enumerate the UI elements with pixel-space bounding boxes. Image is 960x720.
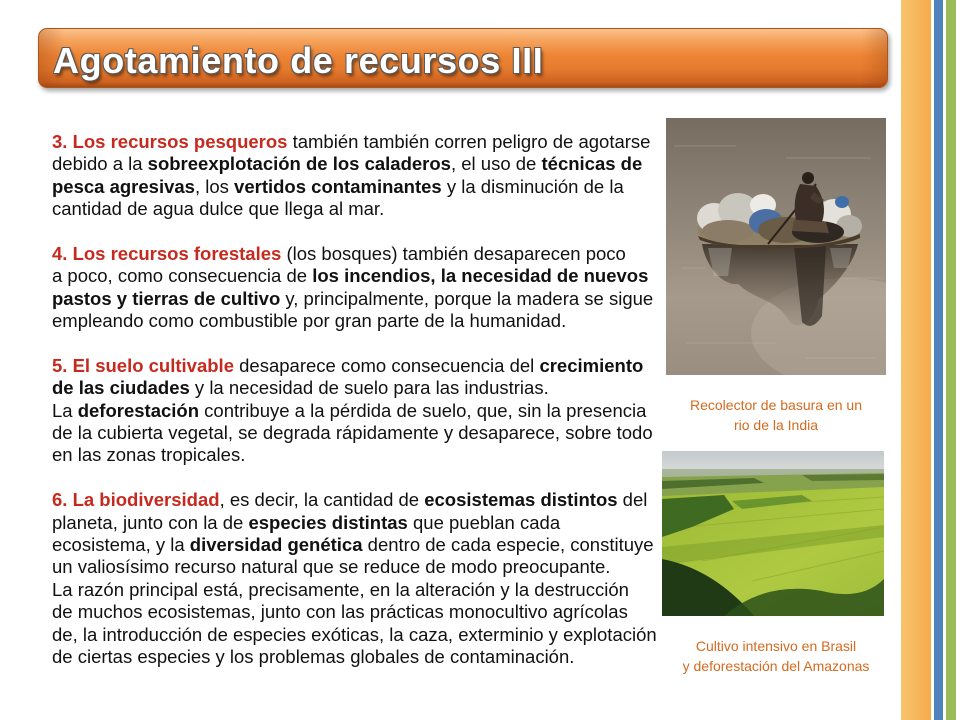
body-text: a poco, como consecuencia de: [52, 265, 313, 287]
body-text: (los bosques) también desaparecen poco: [281, 242, 626, 264]
caption-line: y deforestación del Amazonas: [682, 658, 870, 674]
body-text: contribuye a la pérdida de suelo, que, sin la presencia: [199, 399, 647, 421]
text-line: [52, 310, 664, 332]
body-text: de muchos ecosistemas, junto con las prácticas monocultivo agrícolas: [52, 601, 628, 623]
photo-brazil-farmland: [662, 451, 884, 616]
body-text: y la disminución de la: [441, 175, 624, 197]
section-heading: 3. Los recursos pesqueros: [52, 131, 288, 152]
section-heading: 6. La biodiversidad: [52, 489, 220, 511]
caption-garbage-collector: [671, 395, 881, 435]
key-term: pastos y tierras de cultivo: [52, 287, 281, 309]
text-line: [52, 579, 664, 601]
key-term: los incendios, la necesidad de nuevos: [312, 265, 649, 287]
body-text-block: [52, 131, 664, 691]
body-text: debido a la: [52, 153, 148, 175]
text-line: [52, 512, 664, 534]
body-text: empleando como combustible por gran parte de la humanidad.: [52, 310, 567, 332]
caption-line: Cultivo intensivo en Brasil: [695, 638, 857, 654]
text-line: [52, 444, 664, 466]
body-text: del: [617, 489, 648, 511]
text-line: [52, 265, 664, 287]
key-term: crecimiento: [539, 354, 644, 376]
body-text: de, la introducción de especies exóticas, la caza, exterminio y explotación: [52, 623, 657, 645]
body-text: que pueblan cada: [407, 511, 561, 533]
paragraph-biodiversity: [52, 489, 664, 668]
text-line: [52, 422, 664, 444]
key-term: sobreexplotación de los caladeros: [147, 153, 451, 175]
text-line: [52, 624, 664, 646]
title-bar: [38, 28, 888, 88]
text-line: [52, 489, 664, 511]
body-text: dentro de cada especie, constituye: [362, 534, 654, 556]
body-text: planeta, junto con la de: [52, 511, 249, 533]
body-text: desaparece como consecuencia del: [233, 354, 540, 376]
text-line: [52, 400, 664, 422]
text-line: [52, 198, 664, 220]
slide-title: Agotamiento de recursos III: [53, 40, 544, 81]
body-text: La: [52, 399, 78, 421]
text-line: [52, 243, 664, 265]
section-heading: 4. Los recursos forestales: [52, 242, 282, 264]
body-text: un valiosísimo recurso natural que se reduce de modo preocupante.: [52, 556, 611, 578]
body-text: ecosistema, y la: [52, 534, 190, 556]
key-term: deforestación: [77, 399, 200, 421]
text-line: [52, 556, 664, 578]
body-text: , el uso de: [450, 153, 542, 175]
paragraph-forest-resources: [52, 243, 664, 333]
text-line: [52, 131, 664, 153]
text-line: [52, 176, 664, 198]
text-line: [52, 288, 664, 310]
section-heading: 5. El suelo cultivable: [52, 354, 234, 376]
text-line: [52, 377, 664, 399]
body-text: y la necesidad de suelo para las industrias.: [189, 377, 549, 399]
body-text: La razón principal está, precisamente, en la alteración y la destrucción: [52, 578, 629, 600]
key-term: diversidad genética: [189, 534, 363, 556]
body-text: también también corren peligro de agotarse: [287, 131, 651, 152]
body-text: , los: [194, 175, 235, 197]
text-line: [52, 534, 664, 556]
key-term: de las ciudades: [52, 377, 190, 399]
text-line: [52, 355, 664, 377]
body-text: cantidad de agua dulce que llega al mar.: [52, 198, 385, 220]
caption-brazil-farmland: [671, 636, 881, 676]
decorative-stripe-blue: [934, 0, 943, 720]
photo-garbage-collector-boat: [666, 118, 886, 375]
caption-line: rio de la India: [733, 417, 819, 433]
caption-line: Recolector de basura en un: [690, 397, 862, 413]
body-text: de ciertas especies y los problemas globales de contaminación.: [52, 645, 575, 667]
key-term: ecosistemas distintos: [424, 489, 618, 511]
body-text: , es decir, la cantidad de: [219, 489, 425, 511]
paragraph-arable-soil: [52, 355, 664, 467]
key-term: pesca agresivas: [52, 175, 195, 197]
body-text: en las zonas tropicales.: [52, 444, 246, 466]
paragraph-fishing-resources: [52, 131, 664, 221]
text-line: [52, 646, 664, 668]
key-term: vertidos contaminantes: [234, 175, 442, 197]
body-text: de la cubierta vegetal, se degrada rápidamente y desaparece, sobre todo: [52, 422, 653, 444]
decorative-stripe-green: [946, 0, 956, 720]
text-line: [52, 153, 664, 175]
key-term: especies distintas: [248, 511, 408, 533]
text-line: [52, 601, 664, 623]
key-term: técnicas de: [541, 153, 643, 175]
body-text: y, principalmente, porque la madera se sigue: [280, 287, 654, 309]
decorative-stripe-orange: [901, 0, 931, 720]
